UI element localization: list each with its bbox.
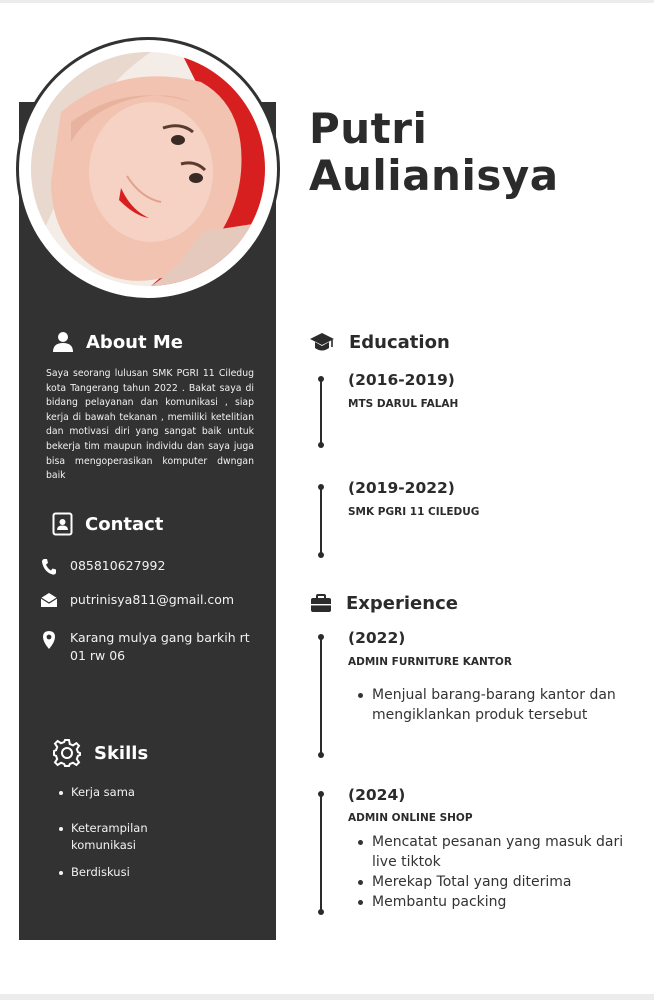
education-heading-label: Education [349, 331, 450, 353]
phone-icon [41, 558, 57, 576]
briefcase-icon [310, 594, 332, 614]
education-years: (2016-2019) [348, 371, 455, 389]
education-school: SMK PGRI 11 CILEDUG [348, 506, 480, 518]
education-timeline-1 [320, 378, 322, 446]
education-years: (2019-2022) [348, 479, 455, 497]
experience-year: (2022) [348, 629, 406, 647]
contact-heading-label: Contact [85, 513, 164, 535]
contact-address-value: Karang mulya gang barkih rt 01 rw 06 [70, 630, 250, 663]
contact-address [40, 629, 255, 665]
about-text: Saya seorang lulusan SMK PGRI 11 Ciledug kota Tangerang tahun 2022 . Bakat saya di bidang pelayanan dan komunikasi , siap kerja di bawah tekanan , memiliki ketelitian dan motivasi diri yang sangat baik untuk bekerja tim maupun individu dan saya juga bisa mengoperasikan komputer dwngan baik [46, 368, 254, 482]
skill-item: Berdiskusi [58, 864, 258, 881]
experience-heading [310, 593, 458, 614]
education-heading [309, 331, 450, 353]
user-icon [52, 331, 74, 353]
experience-point: Menjual barang-barang kantor dan mengiklankan produk tersebut [358, 685, 643, 725]
mail-icon [40, 592, 58, 608]
last-name: Aulianisya [309, 151, 559, 200]
experience-point: Mencatat pesanan yang masuk dari live tiktok [358, 832, 648, 872]
skill-item: Kerja sama [58, 784, 258, 801]
contact-email-value: putrinisya811@gmail.com [70, 592, 235, 607]
contact-phone [40, 557, 165, 576]
education-timeline-2 [320, 486, 322, 556]
first-name: Putri [309, 104, 428, 153]
about-heading-label: About Me [86, 331, 183, 353]
experience-points [358, 685, 643, 725]
graduation-cap-icon [309, 331, 335, 353]
education-school: MTS DARUL FALAH [348, 398, 459, 410]
experience-year: (2024) [348, 786, 406, 804]
experience-point: Membantu packing [358, 892, 648, 912]
full-name [309, 105, 559, 199]
experience-points [358, 832, 648, 912]
profile-photo [31, 52, 265, 286]
experience-timeline-1 [320, 636, 322, 756]
experience-timeline-2 [320, 793, 322, 913]
skill-item: Keterampilan komunikasi [58, 820, 181, 854]
contact-card-icon [52, 512, 73, 536]
contact-email [40, 591, 234, 609]
contact-heading [52, 512, 163, 536]
page-bottom-edge [0, 994, 654, 1000]
experience-heading-label: Experience [346, 593, 458, 614]
experience-role: ADMIN FURNITURE KANTOR [348, 656, 512, 668]
about-heading [52, 331, 183, 353]
skills-heading [52, 738, 148, 768]
location-pin-icon [42, 630, 56, 650]
experience-role: ADMIN ONLINE SHOP [348, 812, 473, 824]
page-top-edge [0, 0, 654, 3]
experience-point: Merekap Total yang diterima [358, 872, 648, 892]
skills-list [58, 784, 258, 881]
gear-icon [52, 738, 82, 768]
skills-heading-label: Skills [94, 742, 149, 764]
contact-phone-value: 085810627992 [70, 558, 166, 573]
